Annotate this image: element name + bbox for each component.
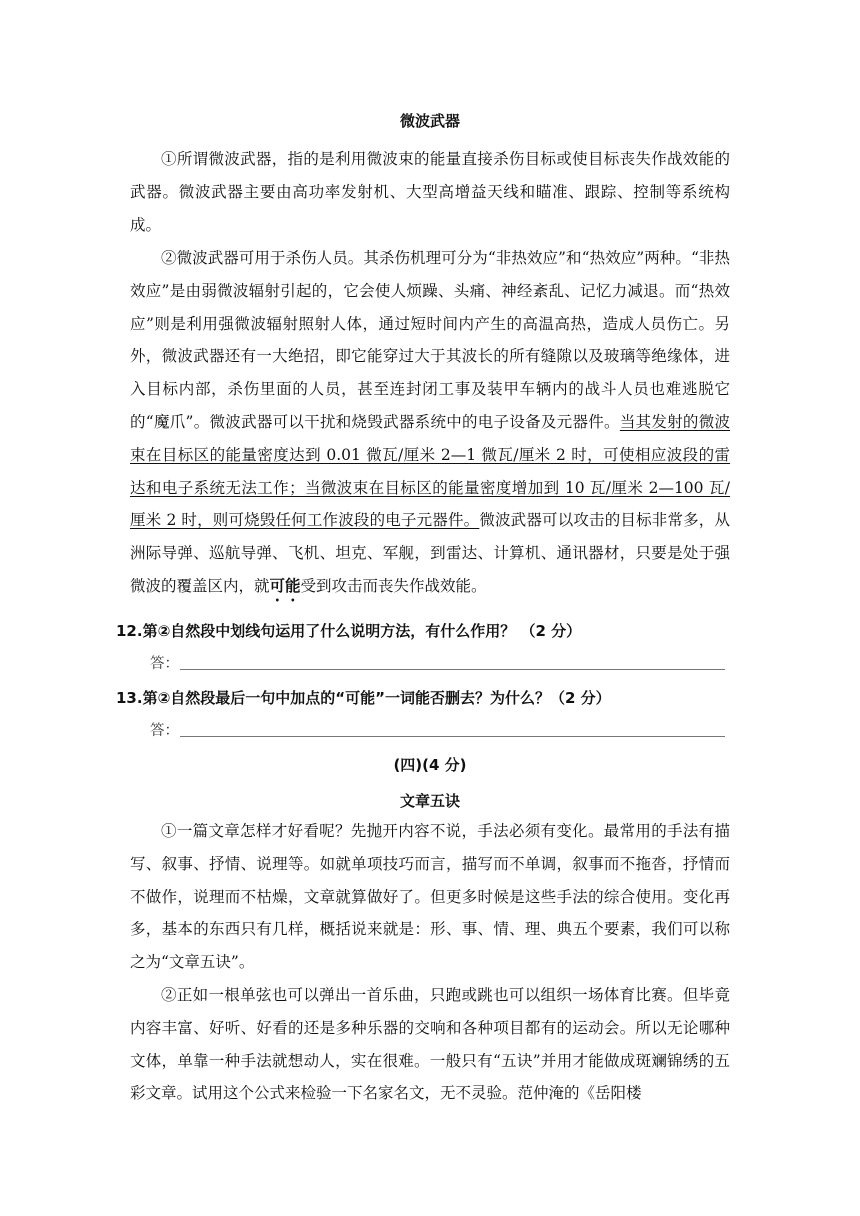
section-paragraph-2: ②正如一根单弦也可以弹出一首乐曲，只跑或跳也可以组织一场体育比赛。但毕竟内容丰富、好听、好看的还是多种乐器的交响和各种项目都有的运动会。所以无论哪种文体，单靠一种手法就想动人，实在很难。一般只有“五诀”并用才能做成斑斓锦绣的五彩文章。试用这个公式来检验一下名家名文，无不灵验。范仲淹的《岳阳楼 — [130, 986, 730, 1103]
article-paragraph-1: ①所谓微波武器，指的是利用微波束的能量直接杀伤目标或使目标丧失作战效能的武器。微波武器主要由高功率发射机、大型高增益天线和瞄准、跟踪、控制等系统构成。 — [130, 150, 730, 234]
answer-row-12[interactable] — [150, 652, 725, 676]
answer-label: 答： — [150, 656, 179, 672]
section-paragraph-1: ①一篇文章怎样才好看呢？先抛开内容不说，手法必须有变化。最常用的手法有描写、叙事、抒情、说理等。如就单项技巧而言，描写而不单调，叙事而不拖沓，抒情而不做作，说理而不枯燥，文章就算做好了。但更多时候是这些手法的综合使用。变化再多，基本的东西只有几样，概括说来就是：形、事、情、理、典五个要素，我们可以称之为“文章五诀”。 — [130, 822, 730, 972]
answer-row-13[interactable] — [150, 719, 725, 743]
answer-line[interactable] — [180, 736, 725, 737]
dotted-word: 可能 — [269, 575, 301, 595]
answer-line[interactable] — [180, 669, 725, 670]
article-title-2: 文章五诀 — [399, 792, 460, 810]
article-title: 微波武器 — [399, 112, 460, 130]
question-13: 13.第②自然段最后一句中加点的“可能”一词能否删去？为什么？（2 分） — [116, 689, 611, 707]
question-12: 12.第②自然段中划线句运用了什么说明方法，有什么作用？ （2 分） — [116, 622, 582, 640]
paragraph-2-text: ②微波武器可用于杀伤人员。其杀伤机理可分为“非热效应”和“热效应”两种。“非热效应”是由弱微波辐射引起的，它会使人烦躁、头痛、神经紊乱、记忆力减退。而“热效应”则是利用强微波辐射照射人体，通过短时间内产生的高温高热，造成人员伤亡。另外，微波武器还有一大绝招，即它能穿过大于其波长的所有缝隙以及玻璃等绝缘体，进入目标内部，杀伤里面的人员，甚至连封闭工事及装甲车辆内的战斗人员也难逃脱它的“魔爪”。微波武器可以干扰和烧毁武器系统中的电子设备及元器件。 — [130, 249, 730, 431]
article-paragraph-2 — [130, 242, 730, 605]
paragraph-2-end: 受到攻击而丧失作战效能。 — [300, 576, 487, 595]
paragraph-2-continued: 微波武器可以攻击的目标非常多，从洲际导弹、巡航导弹、飞机、坦克、军舰，到雷达、计算机、通讯器材，只要是处于强微波的覆盖区内，就 — [130, 511, 730, 595]
section-heading: (四)(4 分) — [393, 756, 467, 774]
underlined-sentence: 当其发射的微波束在目标区的能量密度达到 0.01 微瓦/厘米 2—1 微瓦/厘米 2 时，可使相应波段的雷达和电子系统无法工作；当微波束在目标区的能量密度增加到 10 瓦/厘米 2—100 瓦/厘米 2 时，则可烧毁任何工作波段的电子元器件。 — [130, 412, 730, 530]
answer-label: 答： — [150, 723, 179, 739]
